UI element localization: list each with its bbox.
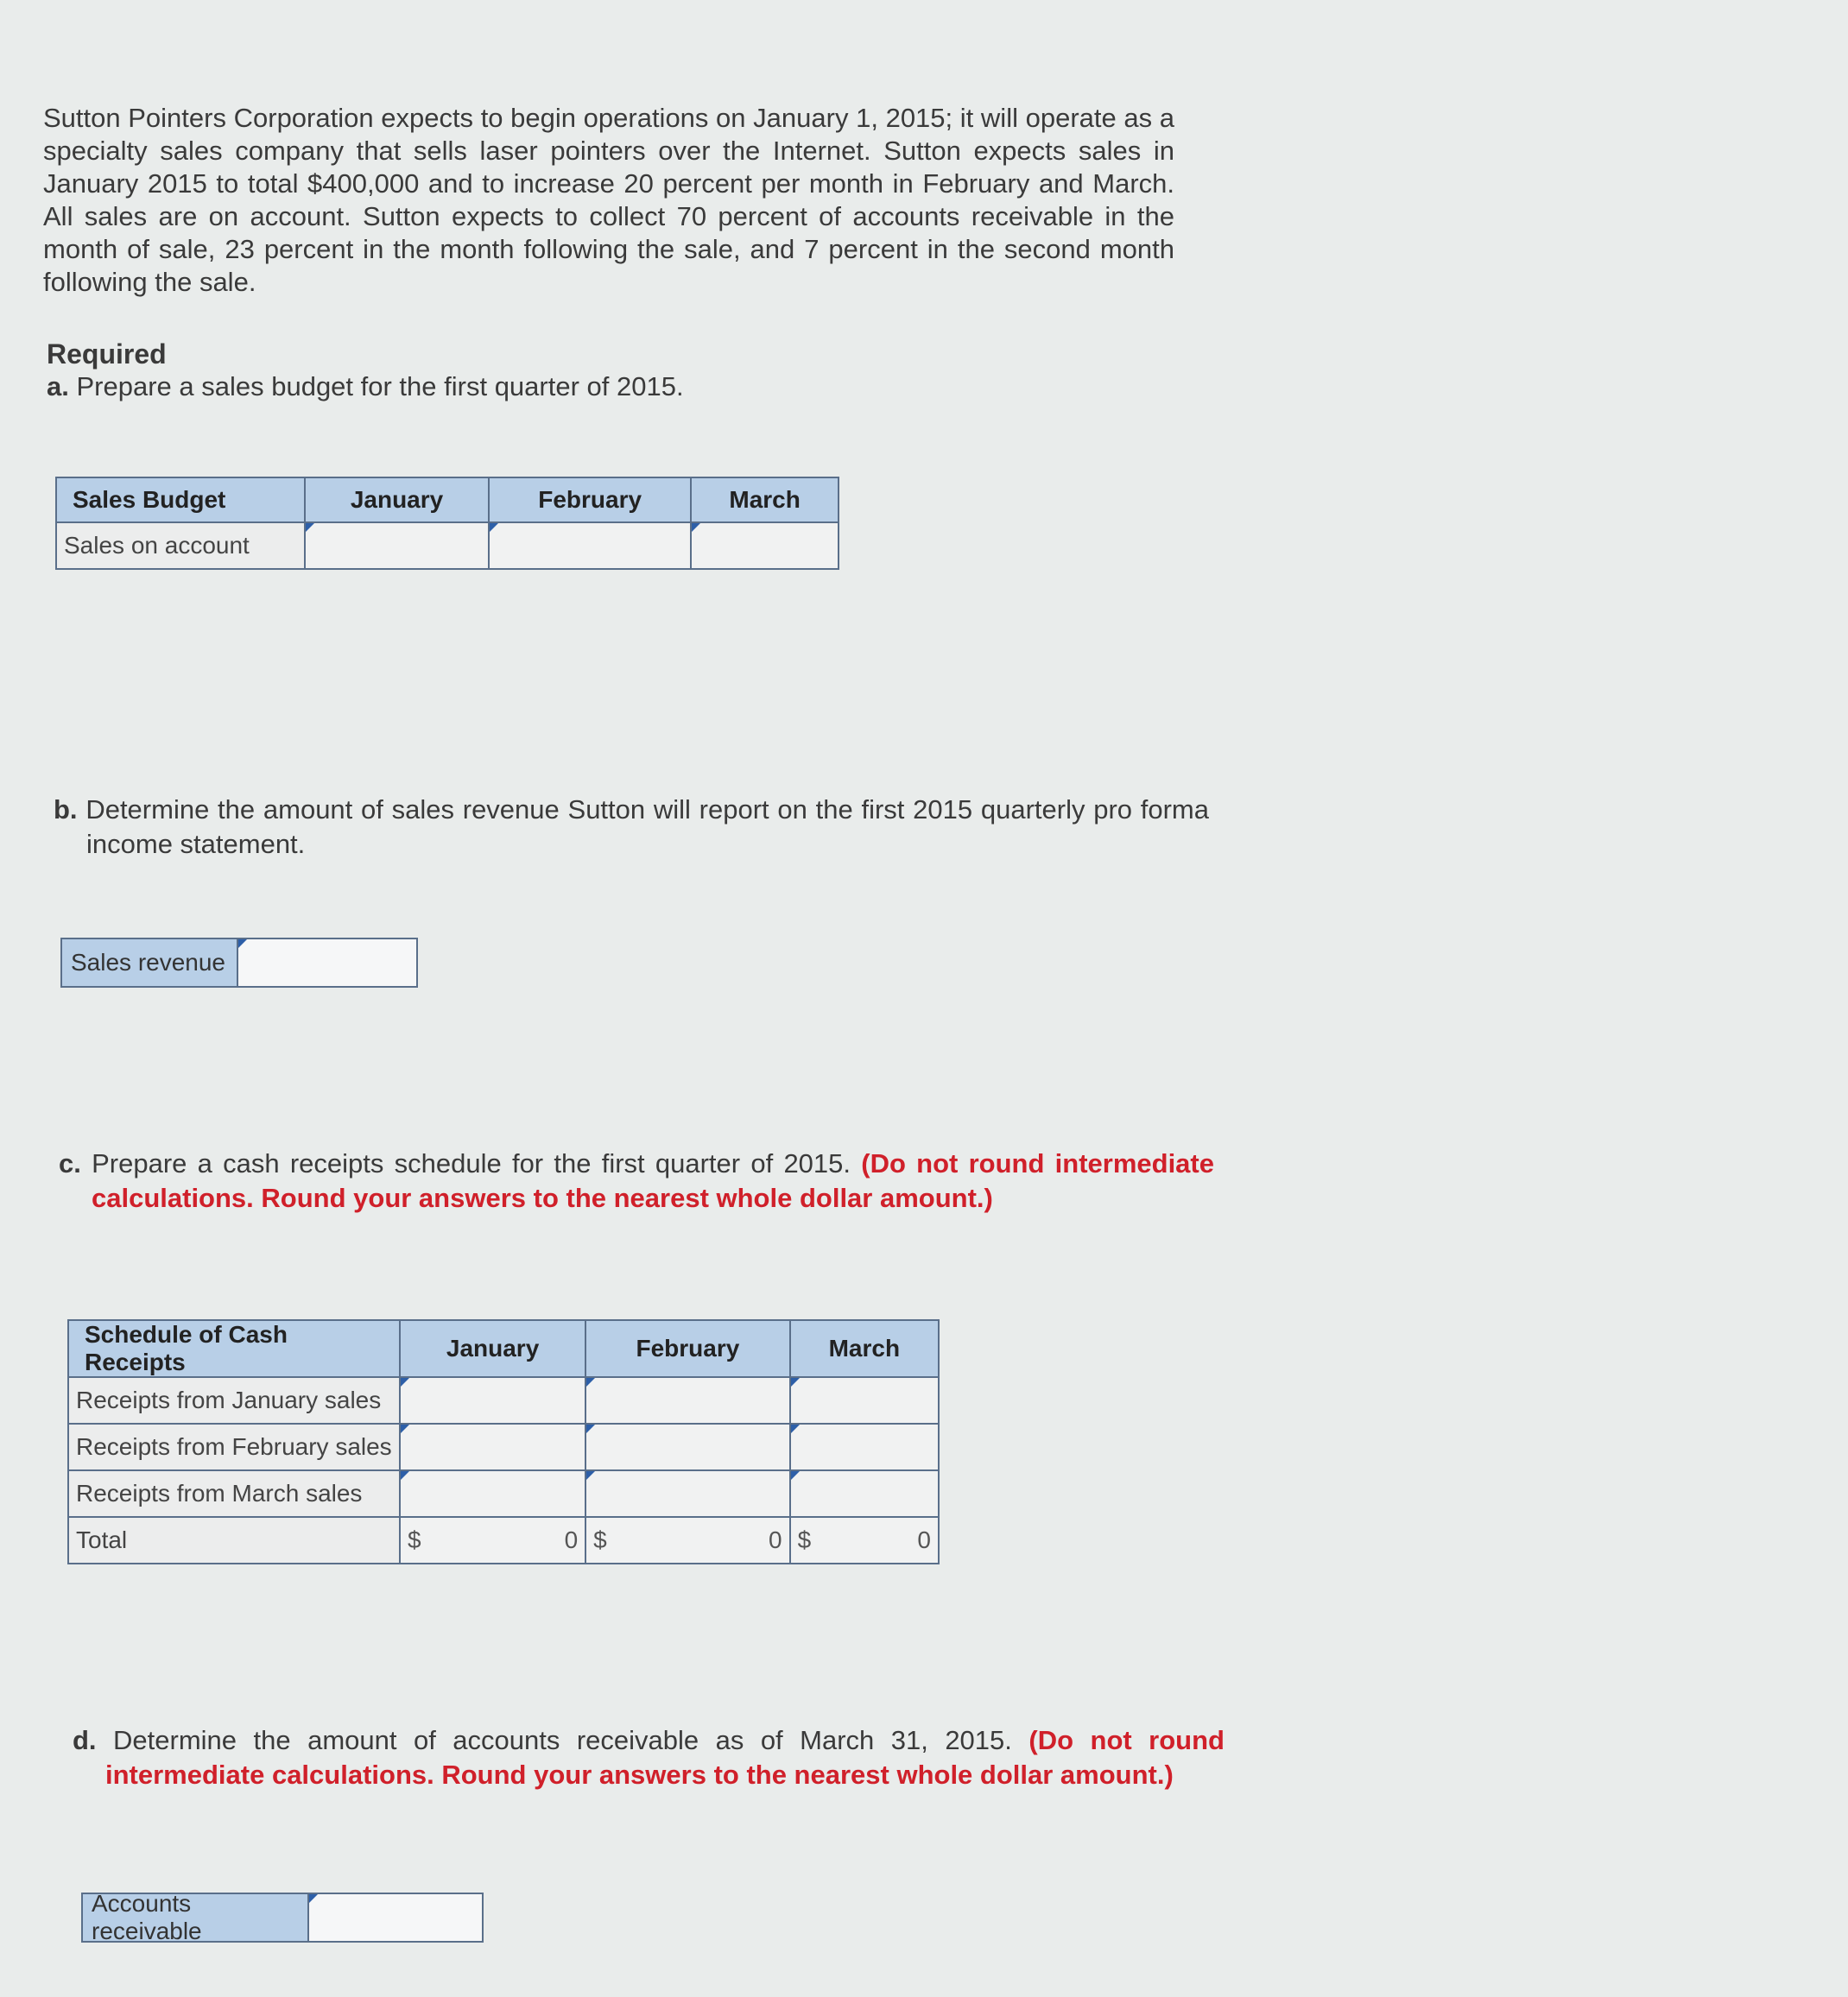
col-february: February	[489, 477, 691, 522]
mar-sales-jan-input[interactable]	[400, 1470, 585, 1517]
table-row	[68, 1470, 939, 1517]
table-row	[68, 1424, 939, 1470]
part-d-note: (Do not round intermediate calculations. Round your answers to the nearest whole dollar amount.)	[105, 1725, 1225, 1790]
part-c-label: c.	[59, 1148, 81, 1179]
cash-receipts-header: Schedule of Cash Receipts	[68, 1320, 400, 1377]
total-february	[585, 1517, 789, 1564]
part-b-text: Determine the amount of sales revenue Sutton will report on the first 2015 quarterly pro forma income statement.	[85, 794, 1209, 859]
part-d-label: d.	[73, 1725, 97, 1755]
table-row	[56, 522, 839, 569]
mar-sales-feb-input[interactable]	[585, 1470, 789, 1517]
sales-budget-header: Sales Budget	[56, 477, 305, 522]
required-heading: Required	[47, 338, 167, 370]
row-label-total: Total	[68, 1517, 400, 1564]
accounts-receivable-input[interactable]	[309, 1894, 482, 1941]
part-a-text: Prepare a sales budget for the first quarter of 2015.	[76, 371, 684, 401]
total-march	[790, 1517, 939, 1564]
sales-january-input[interactable]	[305, 522, 489, 569]
accounts-receivable-label: Accounts receivable	[83, 1894, 309, 1941]
sales-february-input[interactable]	[489, 522, 691, 569]
sales-revenue-label: Sales revenue	[62, 939, 238, 986]
col-march: March	[691, 477, 839, 522]
part-c-note: (Do not round intermediate calculations. Round your answers to the nearest whole dollar amount.)	[92, 1148, 1214, 1213]
col-february: February	[585, 1320, 789, 1377]
total-january-value: 0	[564, 1526, 579, 1553]
part-c-prompt	[59, 1147, 1214, 1216]
row-label-january-sales: Receipts from January sales	[68, 1377, 400, 1424]
part-d-prompt	[73, 1723, 1225, 1792]
feb-sales-mar-input[interactable]	[790, 1424, 939, 1470]
currency-symbol: $	[408, 1526, 421, 1553]
jan-sales-mar-input[interactable]	[790, 1377, 939, 1424]
jan-sales-jan-input[interactable]	[400, 1377, 585, 1424]
accounts-receivable-field	[81, 1890, 484, 1944]
total-january	[400, 1517, 585, 1564]
row-label-march-sales: Receipts from March sales	[68, 1470, 400, 1517]
table-row	[68, 1517, 939, 1564]
total-february-value: 0	[769, 1526, 782, 1553]
part-a-prompt	[47, 370, 1178, 404]
cash-receipts-table	[67, 1319, 940, 1564]
feb-sales-feb-input[interactable]	[585, 1424, 789, 1470]
part-b-label: b.	[54, 794, 78, 825]
sales-march-input[interactable]	[691, 522, 839, 569]
mar-sales-mar-input[interactable]	[790, 1470, 939, 1517]
col-march: March	[790, 1320, 939, 1377]
currency-symbol: $	[797, 1526, 812, 1553]
problem-intro: Sutton Pointers Corporation expects to begin operations on January 1, 2015; it will operate as a specialty sales company that sells laser pointers over the Internet. Sutton expects sales in January 2015 to total $400,000 and to increase 20 percent per month in February and March. All sales are on account. Sutton expects to collect 70 percent of accounts receivable in the month of sale, 23 percent in the month following the sale, and 7 percent in the second month following the sale.	[43, 103, 1174, 297]
sales-budget-table	[55, 477, 839, 570]
part-a-label: a.	[47, 371, 69, 401]
jan-sales-feb-input[interactable]	[585, 1377, 789, 1424]
table-row	[68, 1377, 939, 1424]
feb-sales-jan-input[interactable]	[400, 1424, 585, 1470]
currency-symbol: $	[593, 1526, 607, 1553]
col-january: January	[305, 477, 489, 522]
row-label-sales-on-account: Sales on account	[56, 522, 305, 569]
col-january: January	[400, 1320, 585, 1377]
total-march-value: 0	[917, 1526, 931, 1553]
row-label-february-sales: Receipts from February sales	[68, 1424, 400, 1470]
sales-revenue-input[interactable]	[238, 939, 416, 986]
part-d-text: Determine the amount of accounts receivable as of March 31, 2015.	[113, 1725, 1012, 1755]
part-b-prompt	[54, 793, 1209, 862]
sales-revenue-field	[60, 938, 418, 988]
part-c-text: Prepare a cash receipts schedule for the first quarter of 2015.	[92, 1148, 851, 1179]
